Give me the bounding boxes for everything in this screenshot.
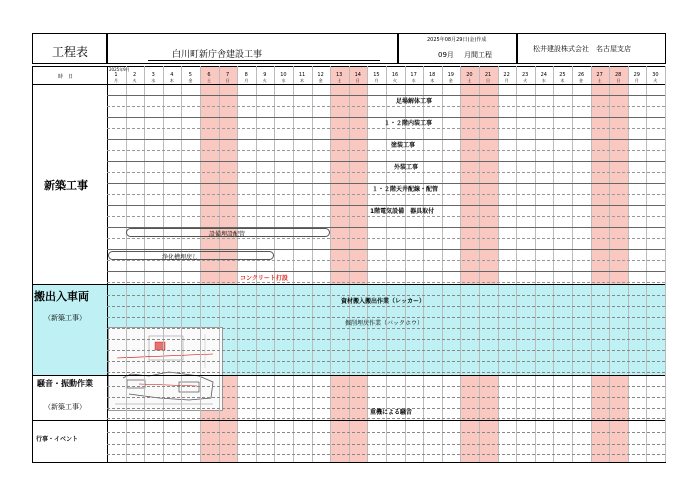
day-number: 8 <box>244 72 248 78</box>
day-weekday: 火 <box>262 78 267 83</box>
noise-row-line <box>107 397 665 398</box>
schedule-type: 月間工程 <box>464 51 492 59</box>
day-separator <box>572 66 573 462</box>
noise-row-line <box>107 418 665 419</box>
day-separator <box>330 66 331 462</box>
day-weekday: 月 <box>504 78 509 83</box>
day-weekday: 金 <box>188 78 193 83</box>
day-weekday: 日 <box>616 78 621 83</box>
section-new-construction: 新築工事 <box>44 179 88 192</box>
day-weekday: 月 <box>244 78 249 83</box>
weekend-column <box>609 67 628 462</box>
day-separator <box>219 66 220 462</box>
section-separator <box>33 375 665 376</box>
task-painting: 塗装工事 <box>391 142 416 149</box>
day-separator <box>553 66 554 462</box>
time-day-label: 時 日 <box>58 74 74 80</box>
day-number: 14 <box>354 72 361 78</box>
event-row-line <box>107 454 665 455</box>
weekend-column <box>330 67 349 462</box>
weekend-column <box>591 67 610 462</box>
day-separator <box>609 66 610 462</box>
task-scaffold-removal: 足場解体工事 <box>396 98 433 105</box>
day-number: 19 <box>447 72 454 78</box>
task-septic: 浄化槽埋戻し <box>162 254 199 261</box>
day-weekday: 月 <box>374 78 379 83</box>
day-separator <box>256 66 257 462</box>
day-number: 2 <box>133 72 137 78</box>
day-weekday: 土 <box>467 78 472 83</box>
day-weekday: 水 <box>151 78 156 83</box>
row-line <box>107 161 665 162</box>
day-weekday: 日 <box>355 78 360 83</box>
row-line <box>107 139 665 140</box>
task-equipment-piping: 設備埋設配管 <box>209 231 246 238</box>
section-separator <box>33 420 665 421</box>
day-separator <box>628 66 629 462</box>
created-date: 2025年08月29日(金)作成 <box>427 37 487 43</box>
day-separator <box>144 66 145 462</box>
year-month-label: 2025年9月 <box>109 67 130 72</box>
section-vehicles-sub: （新築工事） <box>44 314 86 322</box>
project-underline <box>148 60 380 61</box>
noise-row-line <box>107 386 665 387</box>
section-noise-sub: （新築工事） <box>44 403 86 411</box>
day-number: 18 <box>429 72 436 78</box>
day-separator <box>665 66 666 462</box>
day-number: 10 <box>280 72 287 78</box>
day-separator <box>460 66 461 462</box>
day-weekday: 土 <box>207 78 211 83</box>
vehicle-row-line <box>107 339 665 340</box>
day-number: 4 <box>170 72 174 78</box>
day-number: 25 <box>559 72 566 78</box>
day-separator <box>646 66 647 462</box>
day-separator <box>181 66 182 462</box>
day-number: 24 <box>540 72 547 78</box>
row-line <box>107 128 665 129</box>
day-separator <box>274 66 275 462</box>
day-number: 7 <box>226 72 230 78</box>
vehicle-row-line <box>107 372 665 373</box>
day-separator <box>126 66 127 462</box>
day-weekday: 木 <box>169 78 174 83</box>
day-weekday: 日 <box>225 78 230 83</box>
day-weekday: 水 <box>281 78 286 83</box>
page-title: 工程表 <box>52 45 89 59</box>
task-exterior: 外装工事 <box>394 164 419 171</box>
day-weekday: 月 <box>114 78 118 83</box>
day-number: 12 <box>317 72 324 78</box>
month-label: 09月 <box>438 51 454 59</box>
day-weekday: 土 <box>597 78 602 83</box>
row-line <box>107 172 665 173</box>
day-separator <box>516 66 517 462</box>
day-weekday: 金 <box>448 78 453 83</box>
day-weekday: 金 <box>318 78 323 83</box>
row-line <box>107 194 665 195</box>
day-weekday: 土 <box>337 78 342 83</box>
day-weekday: 火 <box>653 78 658 83</box>
vehicle-row-line <box>107 361 665 362</box>
event-row-line <box>107 432 665 433</box>
day-weekday: 水 <box>541 78 546 83</box>
row-line <box>107 216 665 217</box>
row-line <box>107 150 665 151</box>
row-line <box>107 238 665 239</box>
section-separator <box>33 284 665 285</box>
weekend-column <box>479 67 498 462</box>
vehicle-row-line <box>107 328 665 329</box>
day-number: 11 <box>298 72 306 78</box>
day-separator <box>367 66 368 462</box>
day-weekday: 火 <box>132 78 137 83</box>
task-heavy-noise: 重機による騒音 <box>370 409 413 416</box>
project-name: 白川町新庁舎建設工事 <box>172 50 263 60</box>
task-material-delivery: 資材搬入搬出作業（レッカー） <box>341 298 425 305</box>
section-noise: 騒音・振動作業 <box>37 379 93 388</box>
day-number: 26 <box>577 72 585 78</box>
day-number: 29 <box>633 72 640 78</box>
row-line <box>107 95 665 96</box>
day-weekday: 火 <box>393 78 397 83</box>
day-weekday: 水 <box>411 78 416 83</box>
day-separator <box>293 66 294 462</box>
task-backfill: 掘削埋戻作業（バックホウ） <box>345 320 424 327</box>
day-number: 20 <box>466 72 473 78</box>
day-number: 23 <box>522 72 529 78</box>
day-separator <box>591 66 592 462</box>
day-weekday: 木 <box>300 78 304 83</box>
task-concrete: コンクリート打設 <box>240 275 288 282</box>
day-number: 27 <box>596 72 603 78</box>
day-weekday: 火 <box>523 78 528 83</box>
day-separator <box>442 66 443 462</box>
day-number: 3 <box>151 72 155 78</box>
event-row-line <box>107 444 665 445</box>
vehicle-row-line <box>107 306 665 307</box>
day-separator <box>349 66 350 462</box>
day-weekday: 月 <box>634 78 639 83</box>
day-separator <box>535 66 536 462</box>
task-electrical: 1階電気設備 器具取付 <box>370 208 435 215</box>
day-number: 6 <box>207 72 211 78</box>
company-name: 松井建設株式会社 名古屋支店 <box>533 45 631 53</box>
row-line <box>107 282 665 283</box>
day-number: 21 <box>484 72 492 78</box>
day-separator <box>479 66 480 462</box>
day-weekday: 日 <box>486 78 490 83</box>
day-number: 17 <box>410 72 417 78</box>
row-line <box>107 271 665 272</box>
day-weekday: 金 <box>579 78 583 83</box>
day-separator <box>200 66 201 462</box>
day-weekday: 木 <box>430 78 435 83</box>
day-separator <box>237 66 238 462</box>
day-number: 5 <box>188 72 192 78</box>
section-events: 行事・イベント <box>36 436 79 443</box>
label-column-border <box>107 66 108 462</box>
day-number: 28 <box>615 72 622 78</box>
day-number: 22 <box>503 72 510 78</box>
row-line <box>107 249 665 250</box>
section-vehicles: 搬出入車両 <box>34 290 89 303</box>
day-number: 9 <box>263 72 267 78</box>
day-separator <box>312 66 313 462</box>
day-number: 1 <box>114 72 118 78</box>
day-number: 30 <box>652 72 659 78</box>
header-row-border <box>33 84 665 85</box>
day-separator <box>163 66 164 462</box>
day-separator <box>498 66 499 462</box>
task-interior: １・２階内装工事 <box>384 120 433 127</box>
weekend-column <box>349 67 368 462</box>
weekend-column <box>460 67 479 462</box>
day-weekday: 木 <box>560 78 565 83</box>
task-ceiling-wiring: １・２階天井配線・配管 <box>372 186 439 193</box>
day-number: 13 <box>336 72 343 78</box>
row-line <box>107 106 665 107</box>
day-number: 16 <box>391 72 399 78</box>
vehicle-row-line <box>107 350 665 351</box>
day-number: 15 <box>373 72 380 78</box>
